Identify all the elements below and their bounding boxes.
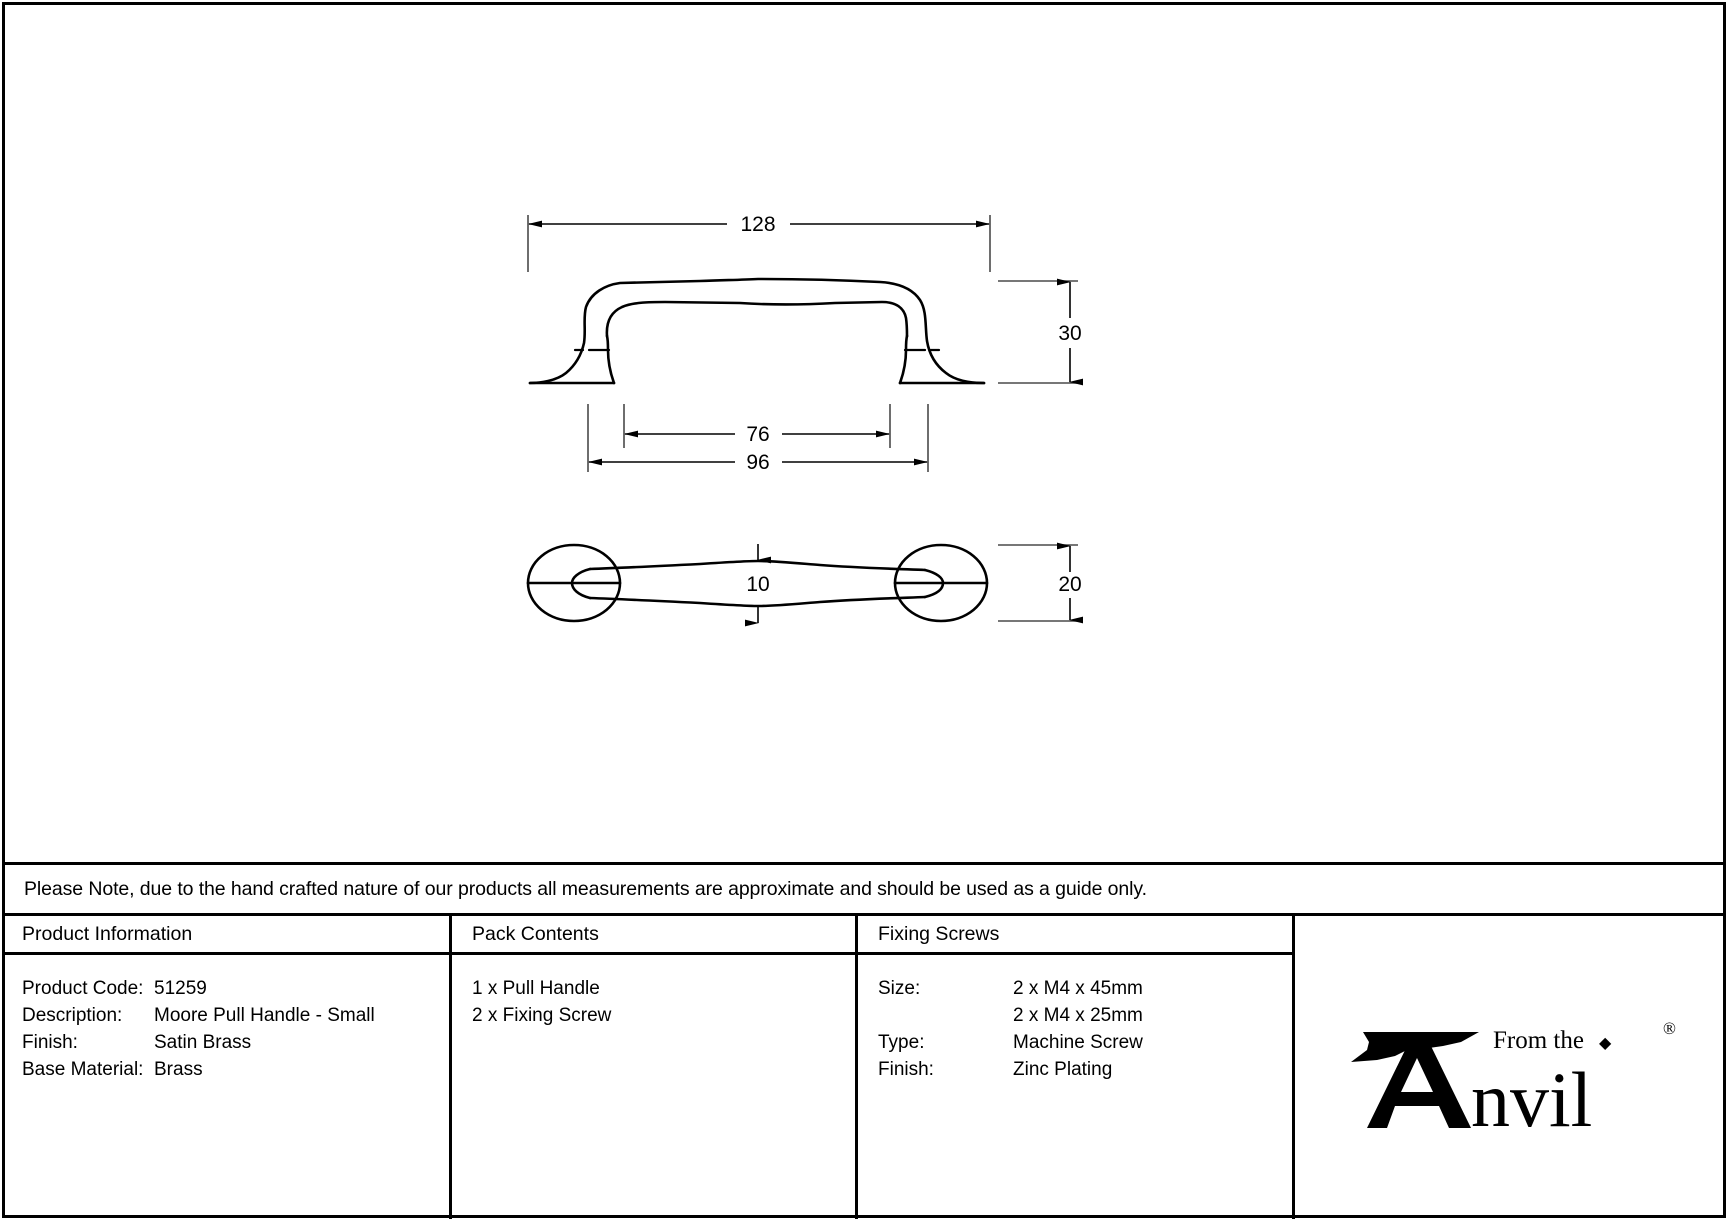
- finish-value: Satin Brass: [154, 1032, 252, 1053]
- right-foot-inner: [900, 336, 907, 383]
- dimension-label-30: 30: [1058, 322, 1082, 345]
- disclaimer-row: [2, 862, 1726, 916]
- from-the-anvil-logo-icon: [1311, 998, 1711, 1138]
- product-code-label: Product Code:: [22, 978, 144, 999]
- dimension-label-20: 20: [1058, 573, 1082, 596]
- logo-from-the-text: From the: [1492, 1026, 1584, 1054]
- fixing-screws-column: [855, 916, 1292, 1219]
- info-table: [2, 916, 1726, 1219]
- pack-contents-header: Pack Contents: [452, 916, 855, 955]
- table-row: [22, 1002, 449, 1029]
- disclaimer-text: Please Note, due to the hand crafted nature of our products all measurements are approximate and should be used as a guide only.: [24, 877, 1147, 900]
- dimension-label-96: 96: [746, 451, 770, 474]
- front-elevation-view: [530, 279, 984, 383]
- screw-type-value: Machine Screw: [1013, 1032, 1143, 1053]
- dimension-projection-20: [998, 545, 1082, 621]
- handle-inner-profile: [607, 302, 907, 336]
- description-value: Moore Pull Handle - Small: [154, 1005, 375, 1026]
- screw-size-label-blank: [878, 1002, 1013, 1029]
- dimension-label-76: 76: [746, 423, 770, 446]
- dimension-bar-thickness-10: [746, 544, 769, 623]
- logo-diamond-icon: ◆: [1598, 1034, 1611, 1052]
- table-row: [878, 1002, 1292, 1029]
- fixing-screws-body: [858, 955, 1292, 1083]
- screw-size-label: Size:: [878, 978, 921, 999]
- brand-logo: [1295, 916, 1726, 1219]
- base-material-label: Base Material:: [22, 1059, 144, 1080]
- product-information-header: Product Information: [2, 916, 449, 955]
- description-label: Description:: [22, 1005, 123, 1026]
- dimension-label-10: 10: [746, 573, 770, 596]
- bar-bottom-edge: [590, 597, 925, 606]
- product-code-value: 51259: [154, 978, 207, 999]
- table-row: [22, 1029, 449, 1056]
- list-item: 1 x Pull Handle: [472, 978, 600, 999]
- table-row: [878, 1029, 1292, 1056]
- dimension-height-30: [998, 281, 1082, 383]
- screw-size-value-1: 2 x M4 x 45mm: [1013, 978, 1143, 999]
- pack-contents-column: [449, 916, 855, 1219]
- table-row: [878, 1056, 1292, 1083]
- screw-finish-label: Finish:: [878, 1059, 934, 1080]
- logo-registered-trademark: ®: [1662, 1018, 1676, 1038]
- product-information-column: [2, 916, 449, 1219]
- dimension-overall-length: [528, 213, 990, 272]
- product-information-body: [2, 955, 449, 1083]
- handle-outer-profile: [530, 279, 984, 383]
- dimension-fixing-centres-76: [624, 404, 890, 448]
- dimension-label-128: 128: [740, 213, 776, 236]
- base-material-value: Brass: [154, 1059, 203, 1080]
- screw-type-label: Type:: [878, 1032, 925, 1053]
- table-row: [878, 975, 1292, 1002]
- table-row: [22, 975, 449, 1002]
- logo-word-nvil: nvil: [1470, 1055, 1592, 1138]
- brand-logo-column: [1292, 916, 1726, 1219]
- screw-finish-value: Zinc Plating: [1013, 1059, 1113, 1080]
- table-row: [22, 1056, 449, 1083]
- screw-size-value-2: 2 x M4 x 25mm: [1013, 1005, 1143, 1026]
- pack-contents-body: [452, 955, 855, 1029]
- fixing-screws-header: Fixing Screws: [858, 916, 1292, 955]
- left-foot-inner: [607, 336, 614, 383]
- list-item: 2 x Fixing Screw: [472, 1005, 612, 1026]
- finish-label: Finish:: [22, 1032, 78, 1053]
- bar-top-edge: [590, 561, 925, 570]
